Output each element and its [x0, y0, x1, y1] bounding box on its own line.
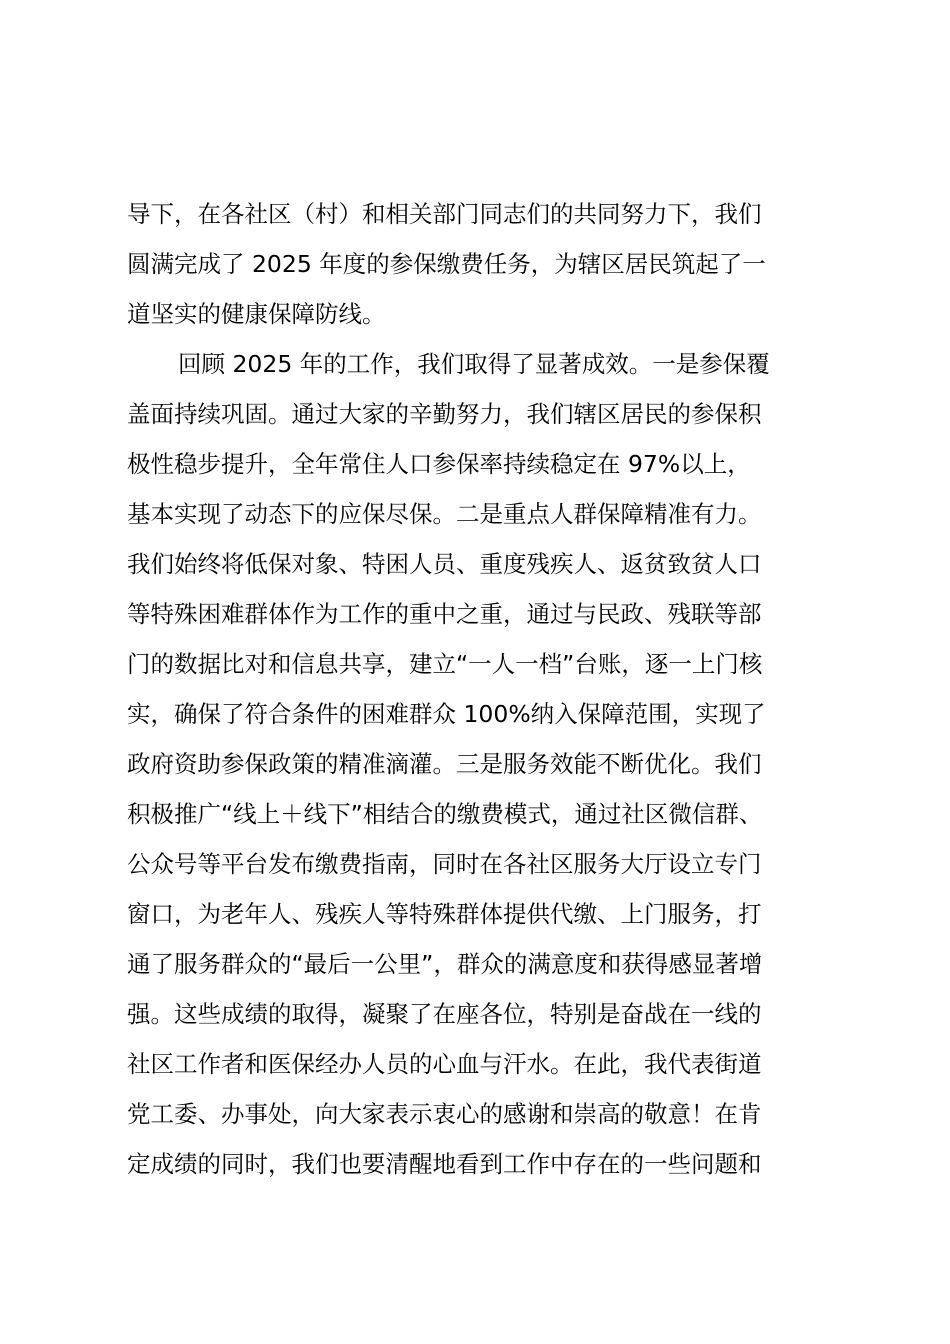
text-line: 强。这些成绩的取得，凝聚了在座各位，特别是奋战在一线的: [127, 1000, 762, 1028]
text-line: 公众号等平台发布缴费指南，同时在各社区服务大厅设立专门: [127, 850, 762, 878]
text-line: 定成绩的同时，我们也要清醒地看到工作中存在的一些问题和: [127, 1150, 762, 1178]
text-line: 窗口，为老年人、残疾人等特殊群体提供代缴、上门服务，打: [127, 900, 762, 928]
text-line: 实，确保了符合条件的困难群众 100%纳入保障范围，实现了: [127, 700, 766, 728]
text-line: 导下，在各社区（村）和相关部门同志们的共同努力下，我们: [127, 200, 762, 228]
text-line: 通了服务群众的“最后一公里”，群众的满意度和获得感显著增: [127, 950, 763, 978]
paragraph-2: [127, 339, 827, 1189]
text-line: 盖面持续巩固。通过大家的辛勤努力，我们辖区居民的参保积: [127, 400, 762, 428]
text-line-first-indented: 回顾 2025 年的工作，我们取得了显著成效。一是参保覆: [178, 350, 770, 378]
text-line: 社区工作者和医保经办人员的心血与汗水。在此，我代表街道: [127, 1050, 762, 1078]
text-line: 党工委、办事处，向大家表示衷心的感谢和崇高的敬意！在肯: [127, 1100, 762, 1128]
text-line: 等特殊困难群体作为工作的重中之重，通过与民政、残联等部: [127, 600, 762, 628]
text-line: 我们始终将低保对象、特困人员、重度残疾人、返贫致贫人口: [127, 550, 762, 578]
text-line: 基本实现了动态下的应保尽保。二是重点人群保障精准有力。: [127, 500, 762, 528]
text-line: 门的数据比对和信息共享，建立“一人一档”台账，逐一上门核: [127, 650, 763, 678]
text-line: 积极推广“线上＋线下”相结合的缴费模式，通过社区微信群、: [127, 800, 763, 828]
text-line: 道坚实的健康保障防线。: [127, 300, 386, 328]
paragraph-1: [127, 189, 827, 339]
text-line: 极性稳步提升，全年常住人口参保率持续稳定在 97%以上，: [127, 450, 751, 478]
document-body: [127, 189, 827, 1189]
text-line: 圆满完成了 2025 年度的参保缴费任务，为辖区居民筑起了一: [127, 250, 766, 278]
text-line: 政府资助参保政策的精准滴灌。三是服务效能不断优化。我们: [127, 750, 762, 778]
